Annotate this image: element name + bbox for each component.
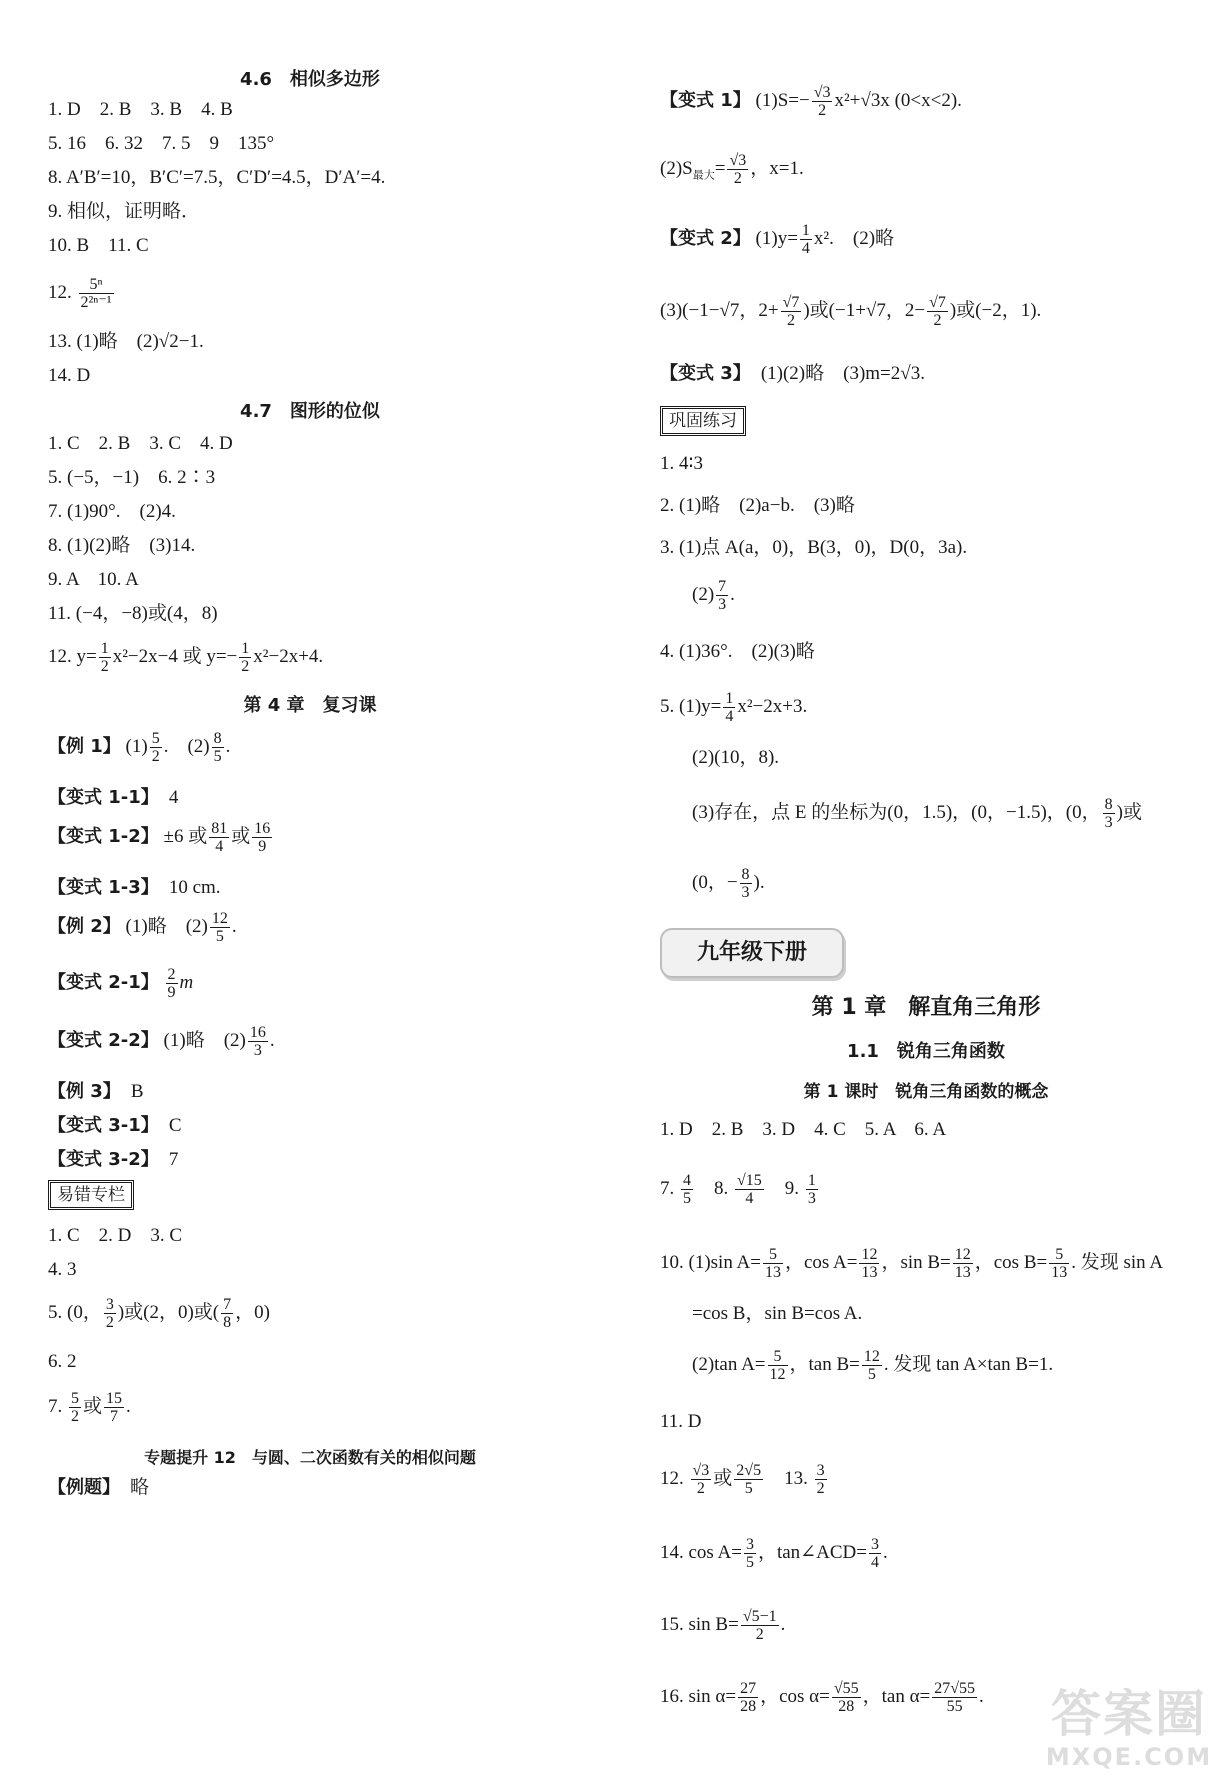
fraction-den: 3 [718,596,727,613]
answer-text: ，tan B= [789,1353,860,1375]
answer-line: 1. C 2. B 3. C 4. D [48,433,233,454]
answer-line-10c [692,1348,1053,1383]
answer-text: 5. (1)y= [660,695,722,717]
answer-text: (2)tan A= [692,1353,766,1375]
fraction [738,1680,758,1715]
answer-line-12b [48,640,323,675]
answer-text: C [168,1115,182,1136]
fraction [104,1296,116,1331]
fraction-num: 3 [745,1536,754,1553]
fraction [763,1246,783,1281]
fraction [252,820,272,855]
label: 【变式 3-1】 [48,1115,150,1136]
fraction [927,294,948,329]
fraction [221,1296,233,1331]
fraction-den: 13 [1051,1264,1068,1281]
answer-line-16 [660,1680,984,1715]
label: 【例 1】 [48,735,121,757]
fraction-den: 2 [818,102,827,119]
label: 【变式 3】 [660,363,742,384]
error-section-box: 易错专栏 [48,1180,134,1210]
fraction [832,1680,861,1715]
answer-text: (1)S=− [755,89,810,111]
fraction-num: 27 [740,1680,757,1697]
variant-2-1 [48,966,193,1001]
fraction-den: 28 [740,1698,757,1715]
fraction-den: 9 [258,838,267,855]
fraction [212,730,224,765]
answer-text: (3)(−1−√7，2+ [660,299,779,321]
fraction [150,730,162,765]
fraction-num: 8 [741,866,750,883]
answer-text: ±6 或 [163,825,208,847]
fraction-num: 12 [861,1246,878,1263]
fraction [953,1246,973,1281]
answer-text: x²−2x+4. [253,645,324,667]
answer-line: 1. 4∶3 [660,453,703,474]
fraction [781,294,802,329]
answer-text: (1)(2)略 (3)m=2√3. [760,363,925,384]
answer-line: 2. (1)略 (2)a−b. (3)略 [660,495,855,516]
answer-text: (1)略 (2) [163,1029,246,1051]
label: 【变式 1-2】 [48,825,159,847]
answer-text: . [269,1029,275,1051]
answer-text: . [231,915,237,937]
answer-text: x²−2x+3. [737,695,808,717]
fraction [744,1536,756,1571]
answer-text: ，tan∠ACD= [757,1541,867,1563]
fraction-den: 3 [253,1042,262,1059]
answer-line-15 [660,1608,785,1643]
fraction-num: 15 [106,1390,123,1407]
answer-text: 或 [231,825,251,847]
fraction [734,1462,763,1497]
fraction-num: 5ⁿ [79,276,114,294]
fraction-den: 4 [725,708,734,725]
fraction-den: 2 [71,1408,79,1425]
fraction [1049,1246,1069,1281]
answer-text: ，tan α= [862,1685,931,1707]
fraction-num: √15 [737,1172,762,1189]
fraction-num: 1 [725,690,734,707]
variant-3-1 [48,1114,182,1138]
fraction [862,1348,882,1383]
variant-2-2 [48,1024,275,1059]
answer-text: . [882,1541,888,1563]
fraction-num: 12 [863,1348,880,1365]
fraction [248,1024,268,1059]
fraction-den: 7 [110,1408,119,1425]
variant-1-3 [48,876,221,900]
fraction [69,1390,81,1425]
fraction [768,1348,788,1383]
fraction-den: 4 [870,1554,879,1571]
section-title-4-6: 4.6 相似多边形 [240,69,380,90]
answer-text: )或 [1116,801,1142,823]
answer-line: 5. (−5，−1) 6. 2∶3 [48,467,216,488]
fraction-den: 13 [861,1264,878,1281]
watermark-logo [1044,1686,1214,1786]
example-1 [48,730,230,765]
fraction-den: 4 [801,240,810,257]
fraction-den: 5 [744,1480,753,1497]
fraction-num: √55 [833,1680,859,1697]
answer-text: ，cos B= [974,1251,1048,1273]
fraction-den: 2²ⁿ⁻¹ [80,294,112,311]
answer-text: (1)略 (2) [125,915,208,937]
answer-line: 5. 16 6. 32 7. 5 9 135° [48,133,275,154]
topic-title: 专题提升 12 与圆、二次函数有关的相似问题 [144,1448,476,1467]
answer-line-5c [692,796,1142,831]
fraction-den: 2 [100,658,109,675]
answer-text: 略 [130,1477,150,1498]
fraction [166,966,178,1001]
fraction [815,1462,827,1497]
fraction [210,910,230,945]
fraction [800,222,812,257]
answer-line-7 [660,1172,820,1207]
label: 【变式 3-2】 [48,1149,150,1170]
fraction-den: 2 [733,170,742,187]
fraction-num: √5−1 [742,1608,777,1625]
section-title-4-7: 4.7 图形的位似 [240,401,380,422]
answer-line: (2)(10，8). [692,747,780,768]
fraction-num: 1 [241,640,250,657]
answer-text: . [730,583,735,605]
right-column [620,0,1232,1792]
fraction [932,1680,977,1715]
answer-line-10 [660,1246,1163,1281]
answer-text: . [780,1613,786,1635]
right-variant-1 [660,84,962,119]
fraction [723,690,735,725]
answer-line: 9. 相似，证明略． [48,201,201,222]
answer-text: B [130,1081,144,1102]
fraction-den: 2 [696,1480,705,1497]
label: 【变式 2-1】 [48,971,159,993]
fraction-den: 2 [755,1626,764,1643]
fraction-den: 2 [816,1480,825,1497]
watermark-url: MXQE.COM [1045,1743,1213,1771]
answer-line: 9. A 10. A [48,569,139,590]
grade-banner: 九年级下册 [660,928,844,978]
fraction [239,640,251,675]
example-2 [48,910,237,945]
fraction [735,1172,764,1207]
answer-line: 3. (1)点 A(a，0)，B(3，0)，D(0，3a). [660,537,968,558]
answer-text: 10. (1)sin A= [660,1251,761,1273]
answer-text: )或(−1+√7，2− [803,299,926,321]
answer-text: 12. [660,1467,689,1489]
answer-text: )或(2，0)或( [117,1301,220,1323]
label: 【例题】 [48,1477,111,1498]
answer-text: 或 [83,1395,103,1417]
answer-line: 4. (1)36°. (2)(3)略 [660,641,815,662]
fraction-den: 4 [745,1190,754,1207]
answer-line: 8. (1)(2)略 (3)14. [48,535,196,556]
variant-1-2 [48,820,274,855]
answer-line: 13. (1)略 (2)√2−1. [48,331,204,352]
fraction-num: √3 [692,1462,710,1479]
fraction-den: 55 [946,1698,963,1715]
answer-text: ，0) [235,1301,270,1323]
fraction-den: 2 [241,658,250,675]
fraction-den: 12 [769,1366,786,1383]
fraction [716,578,728,613]
fraction-num: 5 [763,1246,783,1264]
fraction-num: 2√5 [736,1462,762,1479]
label: 【变式 1-1】 [48,787,150,808]
answer-line: 8. A′B′=10，B′C′=7.5，C′D′=4.5，D′A′=4. [48,167,386,188]
fraction-den: 3 [807,1190,816,1207]
chapter-review-title: 第 4 章 复习课 [243,695,377,716]
answer-text: ，sin B= [881,1251,951,1273]
fraction-den: 5 [215,928,224,945]
topic-example [48,1476,149,1500]
answer-line-5 [660,690,807,725]
fraction-num: 3 [870,1536,879,1553]
fraction-num: 1 [807,1172,816,1189]
fraction-num: √3 [729,152,747,169]
variant-3-2 [48,1148,178,1172]
fraction-num: 1 [100,640,109,657]
answer-line: 11. D [660,1411,702,1432]
section-1-1-title: 1.1 锐角三角函数 [847,1041,1005,1062]
example-3 [48,1080,144,1104]
watermark-text: 答案圈 [1051,1685,1207,1743]
fraction-den: 5 [745,1554,754,1571]
fraction-den: 28 [838,1698,855,1715]
answer-text: )或(−2，1). [949,299,1042,321]
answer-text: x²−2x−4 或 y=− [112,645,238,667]
fraction-num: 81 [211,820,228,837]
fraction-num: 2 [167,966,176,983]
fraction-num: 7 [223,1296,232,1313]
answer-line: 1. D 2. B 3. D 4. C 5. A 6. A [660,1119,947,1140]
consolidation-box: 巩固练习 [660,406,746,436]
fraction-num: 12 [954,1246,971,1263]
answer-line-14 [660,1536,888,1571]
label: 【例 3】 [48,1081,112,1102]
right-variant-3 [660,362,925,386]
answer-text: . [126,1395,131,1417]
fraction-den: 2 [151,748,160,765]
variant-1-1 [48,786,178,810]
fraction [691,1462,712,1497]
fraction-num: √3 [813,84,831,101]
subscript: 最大 [692,169,715,182]
fraction-den: 8 [223,1314,232,1331]
answer-text: . 发现 tan A×tan B=1. [883,1353,1054,1375]
answer-line-3b [692,578,735,613]
answer-line-7 [48,1390,131,1425]
lesson-title: 第 1 课时 锐角三角函数的概念 [803,1082,1049,1102]
fraction-num: 16 [249,1024,266,1041]
answer-text: m [179,971,194,993]
fraction [1103,796,1115,831]
fraction [869,1536,881,1571]
fraction-num: 3 [105,1296,114,1313]
fraction-den: 3 [1104,814,1113,831]
answer-line-5 [48,1296,270,1331]
fraction-num: √7 [929,294,946,311]
right-variant-2 [660,222,894,257]
answer-line: 10. B 11. C [48,235,149,256]
answer-line: 4. 3 [48,1259,77,1280]
answer-text: 8. [695,1177,734,1199]
fraction-num: 5 [71,1390,79,1407]
answer-text: (1) [125,735,148,757]
answer-text: 或 [713,1467,733,1489]
answer-line: 11. (−4，−8)或(4，8) [48,603,218,624]
answer-text: (0，− [692,871,738,893]
fraction [740,866,752,901]
fraction [209,820,229,855]
answer-text: (2) [692,583,715,605]
answer-text: x². (2)略 [813,227,895,249]
fraction-num: 5 [768,1348,788,1366]
answer-text: x²+√3x (0<x<2). [834,89,962,111]
answer-text: (2)S [660,157,693,179]
answer-text: 10 cm. [168,877,221,898]
fraction [859,1246,879,1281]
answer-text: (1)y= [755,227,798,249]
fraction [806,1172,818,1207]
fraction-den: 9 [167,984,176,1001]
label: 【变式 2-2】 [48,1029,159,1051]
fraction-den: 13 [954,1264,971,1281]
answer-text: 13. [765,1467,813,1489]
answer-line-12 [660,1462,829,1497]
answer-text: . (2) [163,735,210,757]
fraction-num: 4 [683,1172,691,1189]
fraction [812,84,833,119]
answer-text: 16. sin α= [660,1685,737,1707]
answer-text: . 发现 sin A [1071,1251,1164,1273]
answer-text: . [979,1685,984,1707]
answer-text: 12. y= [48,645,97,667]
label: 【变式 1】 [660,89,751,111]
fraction-den: 5 [683,1190,691,1207]
fraction-den: 13 [764,1264,781,1281]
fraction-num: 1 [801,222,810,239]
answer-text: 7. [660,1177,679,1199]
answer-line: 7. (1)90°. (2)4. [48,501,176,522]
fraction-num: 5 [1049,1246,1069,1264]
fraction-num: 8 [213,730,222,747]
answer-text: 12. [48,281,77,303]
fraction-num: 12 [211,910,228,927]
fraction [727,152,748,187]
answer-text: 14. cos A= [660,1541,742,1563]
chapter-1-title: 第 1 章 解直角三角形 [811,995,1041,1020]
fraction-num: 5 [151,730,160,747]
fraction-num: 7 [718,578,727,595]
label: 【变式 2】 [660,227,751,249]
answer-text: ，cos A= [784,1251,858,1273]
fraction-den: 5 [867,1366,876,1383]
answer-text: ，x=1. [750,157,804,179]
answer-text: 9. [765,1177,804,1199]
fraction-den: 2 [105,1314,114,1331]
fraction-num: 8 [1104,796,1113,813]
answer-text: . [225,735,231,757]
fraction-num: 27√55 [934,1680,976,1697]
label: 【变式 1-3】 [48,877,150,898]
answer-text: (3)存在，点 E 的坐标为(0，1.5)，(0，−1.5)，(0， [692,801,1101,823]
answer-line-12 [48,276,116,311]
answer-text: ，cos α= [760,1685,830,1707]
answer-line: =cos B，sin B=cos A. [692,1303,863,1324]
fraction-den: 3 [741,884,750,901]
fraction [104,1390,124,1425]
answer-line: 1. C 2. D 3. C [48,1225,183,1246]
answer-line-5d [692,866,765,901]
fraction-den: 4 [215,838,224,855]
fraction-num: √7 [782,294,800,311]
fraction [741,1608,779,1643]
fraction-num: 16 [254,820,271,837]
fraction-den: 2 [786,312,795,329]
fraction [99,640,111,675]
fraction-num: 3 [816,1462,825,1479]
right-variant-2b [660,294,1041,329]
fraction [79,276,114,311]
answer-line: 6. 2 [48,1351,77,1372]
answer-text: 7. [48,1395,67,1417]
answer-text: 5. (0， [48,1301,102,1323]
answer-line: 14. D [48,365,91,386]
right-variant-1b [660,152,804,188]
fraction-den: 5 [213,748,222,765]
answer-text: 15. sin B= [660,1613,739,1635]
answer-line: 1. D 2. B 3. B 4. B [48,99,233,120]
fraction-den: 2 [933,312,942,329]
answer-text: = [714,157,726,179]
answer-text: 4 [168,787,179,808]
fraction [681,1172,693,1207]
answer-text: 7 [168,1149,179,1170]
answer-text: ). [753,871,765,893]
label: 【例 2】 [48,915,121,937]
